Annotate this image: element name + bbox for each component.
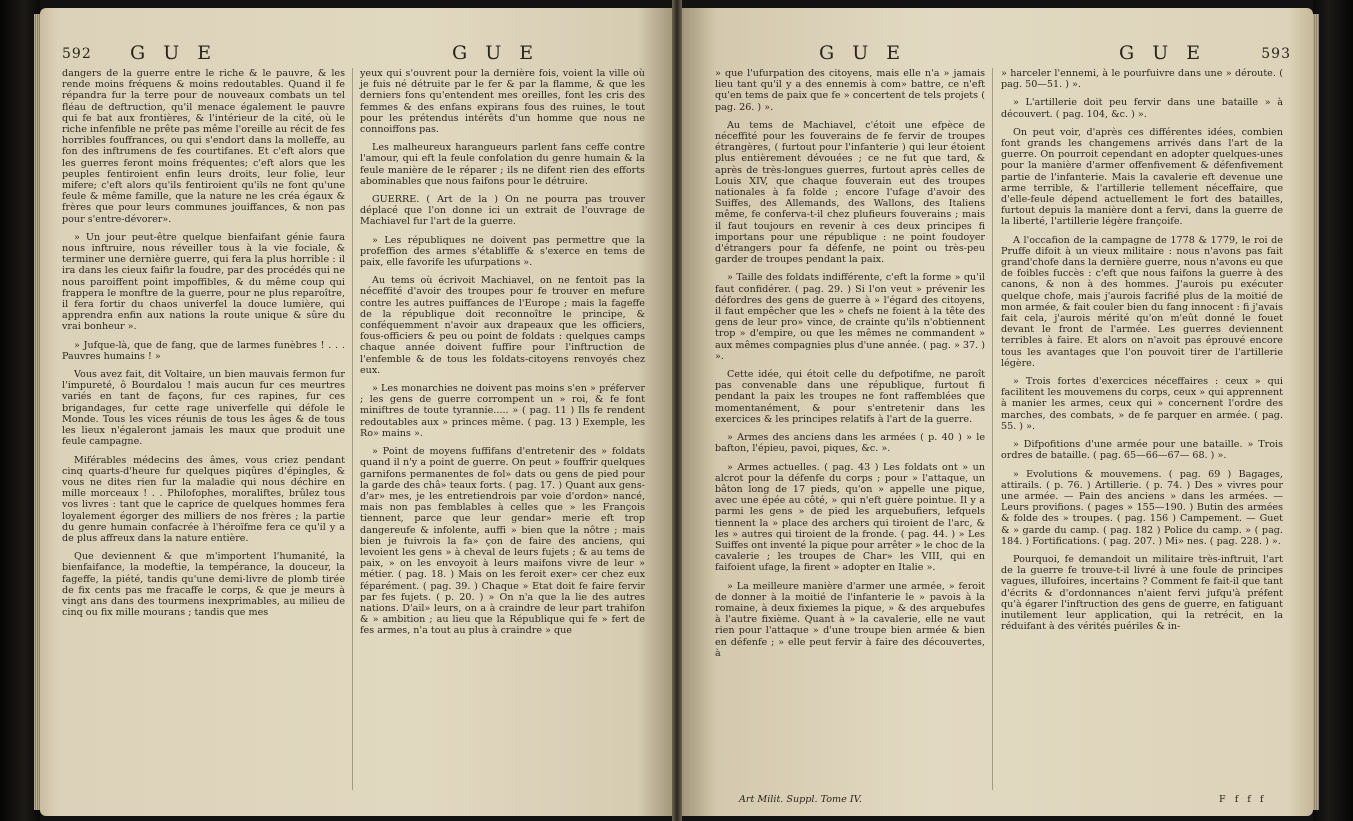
paragraph: Que deviennent & que m'importent l'humanité, la bienfaifance, la modeftie, la tempérance, la douceur, la fageffe, la piété, tandis qu'une demi-livre de plomb tirée de fix cents pas me fracaffe le corps, & que je meurs à vingt ans dans des tourmens inexprimables, au milieu de cinq ou fix mille mourans ; tandis que mes (62, 551, 345, 619)
right-page-header (679, 38, 1313, 64)
paragraph: » Les républiques ne doivent pas permettre que la profeffion des armes s'établiffe & s'exerce en tems de paix, elle favorife les ufurpations ». (360, 234, 645, 269)
paragraph: » Les monarchies ne doivent pas moins s'en » préferver ; les gens de guerre corrompent un » roi, & fe font miniftres de toute tyrannie..... » ( pag. 11 ) Ils fe rendent redoutables aux » princes même. ( pag. 13 ) Exemple, les Ro» mains ». (360, 383, 645, 439)
text-column-2 (360, 68, 645, 644)
book-cover-right (1313, 0, 1353, 821)
book-gutter (672, 0, 682, 821)
paragraph: » La meilleure manière d'armer une armée, » feroit de donner à la moitié de l'infanterie le » pavois à la romaine, à deux fixiemes la pique, » & des arquebufes à l'autre fixième. Quant à » la cavalerie, elle ne vaut rien pour l'attaque » d'une troupe bien armée & bien en défenfe ; » elle peut fervir à faire des découvertes, à (715, 580, 985, 659)
paragraph: » Taille des foldats indifférente, c'eft la forme » qu'il faut confidérer. ( pag. 29. ) Si l'on veut » prévenir les défordres des gens de guerre à » l'égard des citoyens, il faut empêcher que les » chefs ne foient à la tête des gens de leur pro» vince, de crainte qu'ils n'obtiennent trop » d'empire, ou que les mêmes ne commandent » aux mêmes compagnies plus d'une année. ( pag. » 37. ) ». (715, 272, 985, 362)
paragraph: dangers de la guerre entre le riche & le pauvre, & les rende moins fréquens & moins redoutables. Quand il fe répandra fur la terre pour de nouveaux combats un tel fléau de deftruction, qu'il menace également le pauvre qui fe bat aux frontières, & l'intérieur de la cité, où le riche infenfible ne prête pas même l'oreille au récit de fes horribles fouffrances, ou qui s'endort dans la molleffe, au fon des inftrumens de fes courtifanes. Et c'eft alors que les guerres feront moins fréquentes; c'eft alors que les peuples fentiroient enfin leurs droits, leur folie, leur mifere; c'eft alors qu'ils fentiroient qu'ils ne font qu'une feule & même famille, que la nature ne les créa égaux & frères que pour leurs communes jouiffances, & non pas pour s'entre-dévorer». (62, 68, 345, 225)
paragraph: yeux qui s'ouvrent pour la dernière fois, voient la ville où je fuis né détruite par le fer & par la flamme, & que les derniers fons qu'entendent mes oreilles, font les cris des femmes & des enfans expirans fous des ruines, le tout pour les prétendus intérêts d'un homme que nous ne connoiffons pas. (360, 68, 645, 136)
right-page (679, 8, 1313, 816)
paragraph: » L'artillerie doit peu fervir dans une bataille » à découvert. ( pag. 104, &c. ) ». (1001, 97, 1283, 120)
paragraph: Les malheureux harangueurs parlent fans ceffe contre l'amour, qui eft la feule confolation du genre humain & la feule manière de le réparer ; ils ne difent rien des efforts abominables que nous faifons pour le détruire. (360, 142, 645, 187)
running-head-col2: G U E (1119, 42, 1207, 64)
paragraph: » harceler l'ennemi, à le pourfuivre dans une » déroute. ( pag. 50—51. ) ». (1001, 68, 1283, 91)
footer-volume-title: Art Milit. Suppl. Tome IV. (739, 794, 862, 805)
paragraph: Cette idée, qui étoit celle du defpotifme, ne paroît pas convenable dans une république, furtout fi pendant la paix les troupes ne font raffemblées que momentanément, & pour s'entretenir dans les exercices & les principes relatifs à l'art de la guerre. (715, 369, 985, 425)
paragraph: » Un jour peut-être quelque bienfaifant génie faura nous inftruire, nous réveiller tous à la vie fociale, & terminer une dernière guerre, qui fera la plus horrible : il ira dans les cieux faifir la foudre, par des procédés qui ne nous paroiffent point impoffibles, & du même coup qui frappera le monftre de la guerre, pour ne plus reparoître, il fera fortir du chaos univerfel la douce lumière, qui apprendra enfin aux nations la route unique & sûre du vrai bonheur ». (62, 231, 345, 333)
left-page-header (40, 38, 675, 64)
paragraph: Pourquoi, fe demandoit un militaire très-inftruit, l'art de la guerre fe trouve-t-il livré à une foule de principes vagues, illufoires, incertains ? Comment fe fait-il que tant d'écrits & d'ordonnances n'aient fervi jufqu'à préfent qu'à égarer l'inftruction des gens de guerre, en fatiguant inutilement leur application, qui la retrécit, en la réduifant à des vérités puériles & in- (1001, 553, 1283, 633)
paragraph: GUERRE. ( Art de la ) On ne pourra pas trouver déplacé que l'on donne ici un extrait de l'ouvrage de Machiavel fur l'art de la guerre. (360, 194, 645, 228)
column-divider (352, 68, 353, 790)
paragraph: » Armes des anciens dans les armées ( p. 40 ) » le bafton, l'épieu, pavoi, piques, &c. ». (715, 432, 985, 455)
paragraph: Au tems où écrivoit Machiavel, on ne fentoit pas la néceffité d'avoir des troupes pour fe trouver en mefure contre les autres puiffances de l'Europe ; mais la fageffe de la république doit reconnoître le principe, & conféquemment n'avoir aux drapeaux que les officiers, fous-officiers & peu ou point de foldats : quelques camps chaque année doivent fuffire pour l'inftruction de l'enfemble & de tous les foldats-citoyens renvoyés chez eux. (360, 275, 645, 376)
paragraph: Vous avez fait, dit Voltaire, un bien mauvais fermon fur l'impureté, ô Bourdalou ! mais aucun fur ces meurtres variés en tant de façons, fur ces rapines, fur ces brigandages, fur cette rage univerfelle qui défole le Monde. Tous les vices réunis de tous les âges & de tous les lieux n'égaleront jamais les maux que produit une feule campagne. (62, 369, 345, 448)
paragraph: » Difpofitions d'une armée pour une bataille. » Trois ordres de bataille. ( pag. 65—66—67— 68. ) ». (1001, 439, 1283, 462)
paragraph: » Point de moyens fuffifans d'entretenir des » foldats quand il n'y a point de guerre. On peut » fouffrir quelques garnifons permanentes de fol» dats ou gens de pied pour la garde des châ» teaux forts. ( pag. 17. ) Quant aux gens-d'ar» mes, je les entretiendrois par voie d'ordon» nancé, mais non pas femblables à celles que » les François tiennent, parce que leur gendar» merie eft trop dangereufe & infolente, auffi » bien que la nôtre ; mais bien je fuivrois la fa» çon de faire des anciens, qui levoient les gens » à cheval de leurs fujets ; & au tems de paix, » on les envoyoit à leurs maifons vivre de leur » métier. ( pag. 18. ) Mais on les feroit exer» cer chez eux féparément. ( pag. 39. ) Chaque » Etat doit fe faire fervir par fes fujets. ( p. 20. ) » On n'a que la lie des autres nations. D'ail» leurs, on a à craindre de leur part trahifon & » ambition ; au lieu que la République qui fe » fert de fes armes, n'a tout au plus à craindre » que (360, 446, 645, 637)
running-head-col2: G U E (452, 42, 540, 64)
paragraph: » Evolutions & mouvemens. ( pag. 69 ) Bagages, attirails. ( p. 76. ) Artillerie. ( p. 74. ) Des » vivres pour une armée. — Pain des anciens » dans les armées. — Leurs provifions. ( pages » 155—190. ) Butin des armées & folde des » troupes. ( pag. 156 ) Campement. — Guet & » garde du camp. ( pag. 182 ) Police du camp. » ( pag. 184. ) Fortifications. ( pag. 207. ) Mi» nes. ( pag. 228. ) ». (1001, 468, 1283, 547)
column-divider (992, 68, 993, 790)
left-page (40, 8, 675, 816)
right-page-footer (679, 792, 1313, 816)
paragraph: » Jufque-là, que de fang, que de larmes funèbres ! . . . Pauvres humains ! » (62, 339, 345, 362)
paragraph: Au tems de Machiavel, c'étoit une efpèce de néceffité pour les fouverains de fe fervir de troupes étrangères, ( furtout pour l'infanterie ) qui leur étoient plus entièrement dévouées ; ce ne fut que tard, & après de très-longues guerres, furtout après celles de Louis XIV, que chaque fouverain eut des troupes nationales à fa folde ; encore l'ufage d'avoir des Suiffes, des Allemands, des Wallons, des Italiens même, fe conferva-t-il chez plufieurs fouverains ; mais il faut toujours en revenir à ces deux principes fi importans pour une république : ne point foudoyer d'étrangers pour fa défenfe, ne point ou très-peu garder de troupes pendant la paix. (715, 119, 985, 266)
running-head: G U E (130, 42, 218, 64)
running-head: G U E (819, 42, 907, 64)
signature-mark: F f f f (1219, 794, 1267, 805)
paragraph: A l'occafion de la campagne de 1778 & 1779, le roi de Pruffe difoit à un vieux militaire : nous n'avons pas fait grand'chofe dans la dernière guerre, nous n'avons eu que de foibles fuccès : c'eft que nous faifons la guerre à des canons, & non à des hommes. J'aurois pu exécuter quelque chofe, mais j'aurois facrifié plus de la moitié de mon armée, & fait couler bien du fang innocent : fi j'avais fait cela, j'aurois mérité qu'on m'eût donné le fouet devant le front de l'armée. Les guerres deviennent terribles à faire. Et alors on n'avoit pas éprouvé encore tous les avantages que l'on pouvoit tirer de l'artillerie légère. (1001, 234, 1283, 369)
paragraph: On peut voir, d'après ces différentes idées, combien font grands les changemens arrivés dans l'art de la guerre. On pourroit cependant en adopter quelques-unes pour la manière d'armer offenfivement & défenfivement partie de l'infanterie. Mais la cavalerie eft devenue une arme terrible, & l'artillerie tellement néceffaire, que d'elle-feule dépend actuellement le fort des batailles, furtout depuis la manière dont a fervi, dans la guerre de la liberté, l'artillerie légère françoife. (1001, 126, 1283, 228)
paragraph: » que l'ufurpation des citoyens, mais elle n'a » jamais lieu tant qu'il y a des ennemis à com» battre, ce n'eft qu'en tems de paix que fe » concertent de tels projets ( pag. 26. ) ». (715, 68, 985, 113)
text-column-1 (62, 68, 345, 625)
text-column-2 (1001, 68, 1283, 639)
page-number: 592 (62, 46, 92, 62)
text-column-1 (715, 68, 985, 666)
page-number: 593 (1261, 46, 1291, 62)
paragraph: » Armes actuelles. ( pag. 43 ) Les foldats ont » un alcrot pour la défenfe du corps ; pour » l'attaque, un bâton long de 17 pieds, qu'on » appelle une pique, avec une épée au côté, » qui n'eft guère pointue. Il y a parmi les gens » de pied les arquebufiers, lefquels tiennent la » place des archers qui tiroient de l'arc, & les » autres qui tiroient de la fronde. ( pag. 44. ) » Les Suiffes ont inventé la pique pour arrêter » le choc de la cavalerie ; les troupes de Char» les VIII, qui en faifoient ufage, la firent » adopter en Italie ». (715, 461, 985, 574)
paragraph: Miférables médecins des âmes, vous criez pendant cinq quarts-d'heure fur quelques piqûres d'épingles, & vous ne dites rien fur la maladie qui nous déchire en mille morceaux ! . . Philofophes, moraliftes, brûlez tous vos livres : tant que le caprice de quelques hommes fera loyalement égorger des milliers de nos frères ; la partie du genre humain confacrée à l'héroïfme fera ce qu'il y a de plus affreux dans la nature entière. (62, 454, 345, 544)
paragraph: » Trois fortes d'exercices néceffaires : ceux » qui facilitent les mouvemens du corps, ceux » qui apprennent à manier les armes, ceux qui » concernent l'ordre des marches, des combats, » de fe parquer en armée. ( pag. 55. ) ». (1001, 376, 1283, 432)
